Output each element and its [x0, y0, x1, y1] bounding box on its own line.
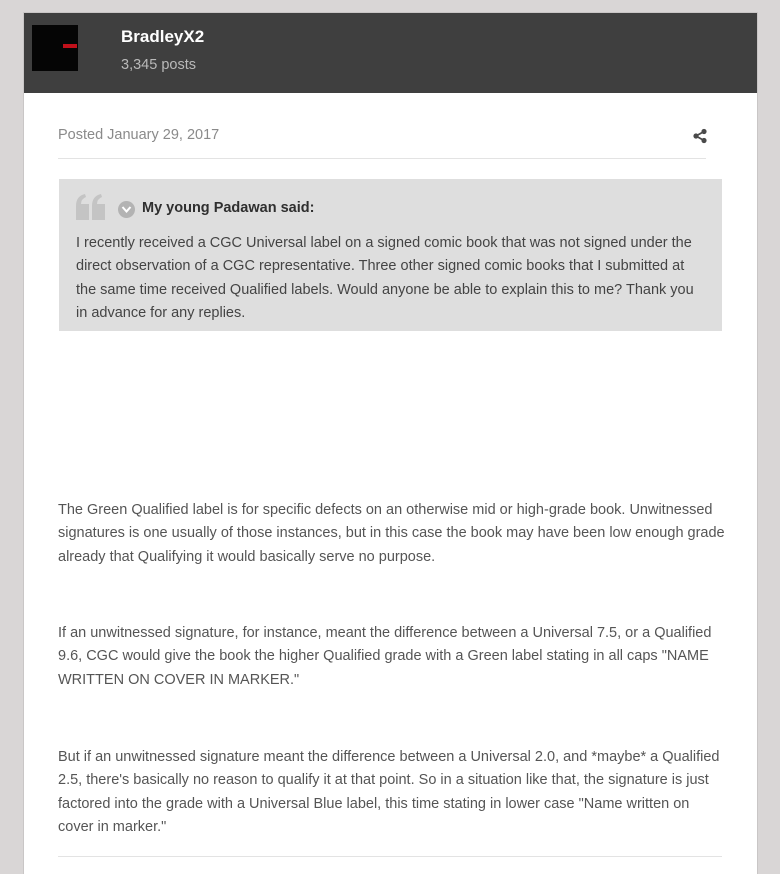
author-name[interactable]: BradleyX2: [121, 27, 205, 46]
quote-toggle-chevron-icon[interactable]: [118, 201, 135, 218]
avatar[interactable]: [32, 25, 78, 71]
quote-text: I recently received a CGC Universal label on a signed comic book that was not signed under the direct observation of a CGC representative. Three other signed comic books that I submitted at the same time received Qualified labels. Would anyone be able to explain this to me? Thank you in advance for any replies.: [76, 235, 694, 321]
divider: [58, 856, 722, 857]
avatar-logo-mark: [63, 44, 77, 48]
post-paragraph: But if an unwitnessed signature meant the difference between a Universal 2.0, and *maybe* a Qualified 2.5, there's basically no reason to qualify it at that point. So in a situation like that, the signature is just factored into the grade with a Universal Blue label, this time stating in lower case "Name written on cover in marker.": [58, 749, 720, 835]
author-bar: [24, 13, 757, 93]
share-icon[interactable]: [692, 128, 708, 144]
quote-block: [59, 179, 722, 331]
post-paragraph: If an unwitnessed signature, for instance, meant the difference between a Universal 7.5, or a Qualified 9.6, CGC would give the book the higher Qualified grade with a Green label stating in all caps "NAME WRITTEN ON COVER IN MARKER.": [58, 625, 712, 688]
divider: [58, 158, 706, 159]
post-card: [23, 12, 758, 874]
quote-marks-icon: [76, 194, 106, 220]
post-count: 3,345 posts: [121, 57, 196, 73]
quote-author[interactable]: My young Padawan said:: [142, 200, 315, 216]
posted-date[interactable]: Posted January 29, 2017: [58, 127, 220, 143]
post-paragraph: The Green Qualified label is for specific defects on an otherwise mid or high-grade book. Unwitnessed signatures is one usually of those instances, but in this case the book may have been low enough grade already that Qualifying it would basically serve no purpose.: [58, 502, 725, 565]
